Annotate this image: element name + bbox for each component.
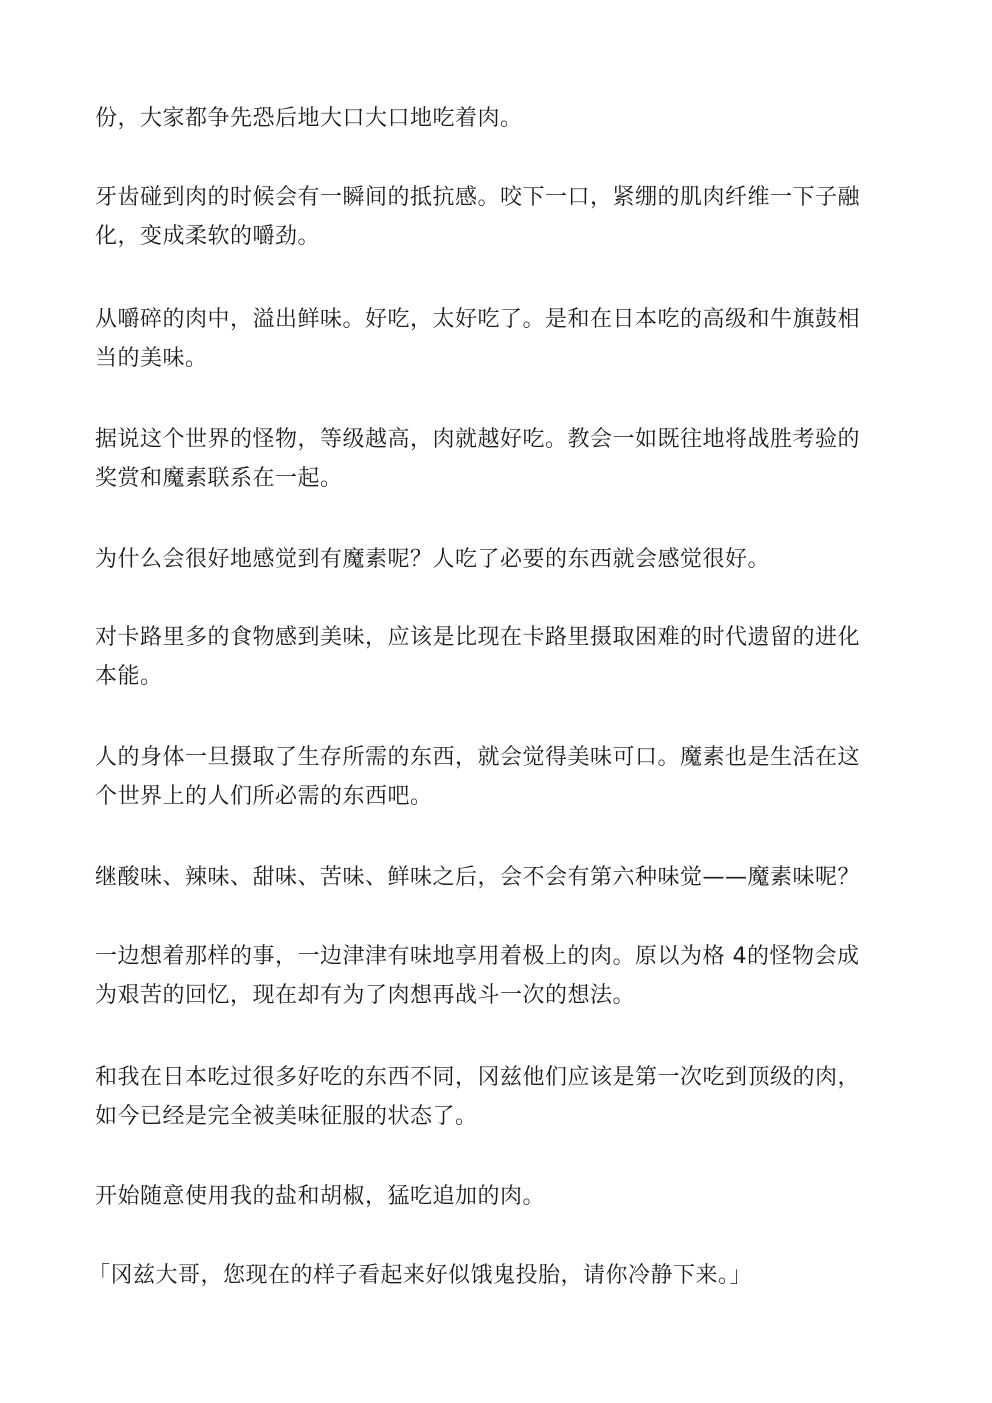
text-line: 一边想着那样的事，一边津津有味地享用着极上的肉。原以为格 4的怪物会成 [95,944,860,969]
paragraph-10 [95,1058,895,1136]
text-line: 奖赏和魔素联系在一起。 [95,466,343,491]
text-line: 继酸味、辣味、甜味、苦味、鲜味之后，会不会有第六种味觉——魔素味呢？ [95,865,861,890]
text-line: 人的身体一旦摄取了生存所需的东西，就会觉得美味可口。魔素也是生活在这 [95,745,861,770]
text-line: 「冈兹大哥，您现在的样子看起来好似饿鬼投胎，请你冷静下来。」 [88,1263,753,1288]
text-line: 据说这个世界的怪物，等级越高，肉就越好吃。教会一如既往地将战胜考验的 [95,427,861,452]
text-line: 本能。 [95,664,163,689]
paragraph-11 [95,1177,895,1216]
paragraph-7 [95,738,895,816]
paragraph-4 [95,420,895,498]
text-line: 牙齿碰到肉的时候会有一瞬间的抵抗感。咬下一口，紧绷的肌肉纤维一下子融 [95,185,861,210]
paragraph-2 [95,178,895,256]
text-line: 当的美味。 [95,346,208,371]
paragraph-5 [95,540,895,579]
text-line: 份，大家都争先恐后地大口大口地吃着肉。 [95,106,523,131]
paragraph-8 [95,858,895,897]
text-line: 开始随意使用我的盐和胡椒，猛吃追加的肉。 [95,1184,546,1209]
text-line: 为什么会很好地感觉到有魔素呢？人吃了必要的东西就会感觉很好。 [95,547,771,572]
paragraph-6 [95,618,895,696]
text-line: 和我在日本吃过很多好吃的东西不同，冈兹他们应该是第一次吃到顶级的肉， [95,1065,861,1090]
text-line: 化，变成柔软的嚼劲。 [95,224,321,249]
text-line: 如今已经是完全被美味征服的状态了。 [95,1104,478,1129]
text-line: 从嚼碎的肉中，溢出鲜味。好吃，太好吃了。是和在日本吃的高级和牛旗鼓相 [95,307,861,332]
paragraph-9 [95,937,895,1015]
paragraph-12-dialogue [88,1256,888,1295]
text-line: 对卡路里多的食物感到美味，应该是比现在卡路里摄取困难的时代遗留的进化 [95,625,861,650]
paragraph-1 [95,99,895,138]
text-line: 为艰苦的回忆，现在却有为了肉想再战斗一次的想法。 [95,983,636,1008]
paragraph-3 [95,300,895,378]
text-line: 个世界上的人们所必需的东西吧。 [95,784,433,809]
